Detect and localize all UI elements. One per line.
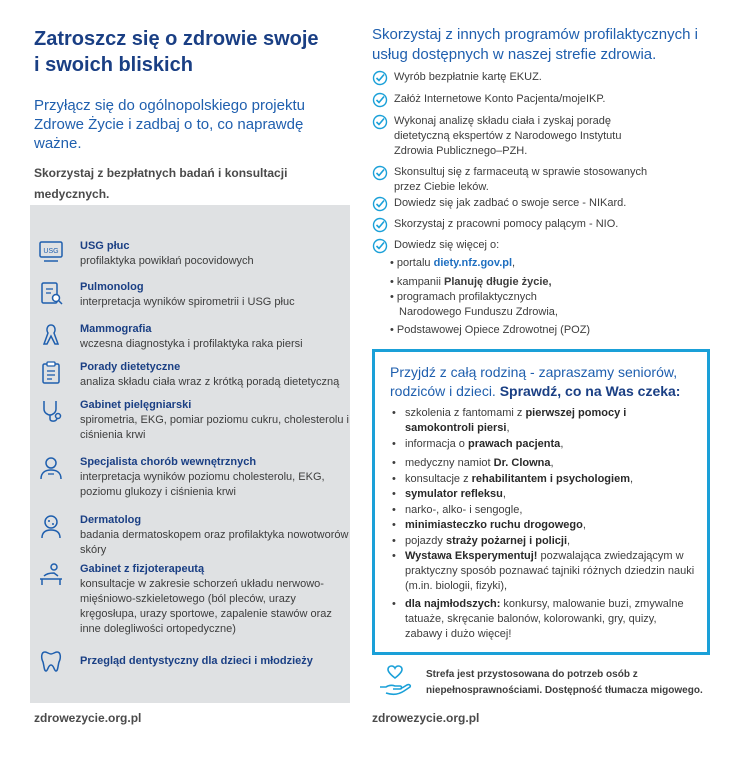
item-post: , [560, 438, 564, 450]
awareness-ribbon-icon [38, 322, 64, 348]
item-pre: konsultacje z [405, 473, 472, 485]
family-item-text [405, 472, 695, 487]
right-title: Skorzystaj z innych programów profilaktycznych i usług dostępnych w naszej strefie zdrowia. [372, 26, 698, 63]
more-portal [390, 256, 515, 271]
more-poz: • Podstawowej Opiece Zdrowotnej (POZ) [390, 324, 591, 336]
portal-link[interactable]: diety.nfz.gov.pl [433, 257, 513, 269]
page-title: Zatroszcz się o zdrowie swoje i swoich bliskich [34, 28, 319, 76]
bullet: • [392, 473, 396, 485]
item-post: , [567, 535, 571, 547]
more-campaign-name: Planuję długie życie, [444, 276, 552, 288]
stethoscope-icon [38, 398, 64, 424]
family-title-plain: Przyjdź z całą rodziną - zapraszamy seniorów, rodziców i dzieci. [390, 364, 678, 399]
check-circle-icon [372, 70, 388, 86]
tooth-icon [38, 648, 64, 674]
item-post: , [629, 473, 634, 485]
item-bold: straży pożarnej i policji [445, 535, 568, 547]
item-pre: informacja o [405, 438, 468, 450]
item-post: , [506, 422, 510, 434]
check-circle-icon [372, 238, 388, 254]
clipboard-search-icon [38, 280, 64, 306]
service-desc: spirometria, EKG, pomiar poziomu cukru, cholesterolu i ciśnienia krwi [80, 414, 349, 441]
check-circle-icon [372, 217, 388, 233]
diet-clipboard-icon [38, 360, 64, 386]
item-pre: medyczny namiot [405, 457, 494, 469]
intro-text: Przyłącz się do ogólnopolskiego projektu Zdrowe Życie i zadbaj o to, co naprawdę ważne. [34, 97, 305, 152]
more-portal-suffix: , [512, 257, 516, 269]
bullet: • [392, 457, 396, 469]
service-desc: interpretacja wyników poziomu cholesterolu, EKG, poziomu glukozy i ciśnienia krwi [80, 471, 325, 498]
doctor-icon [38, 455, 64, 481]
left-footer-url[interactable]: zdrowezycie.org.pl [34, 711, 142, 725]
item-bold: prawach pacjenta [467, 438, 561, 450]
family-item-text [405, 487, 695, 502]
service-name: Mammografia [80, 323, 152, 335]
ultrasound-icon [38, 239, 64, 265]
family-title-bold: Sprawdź, co na Was czeka: [499, 383, 681, 399]
family-title [390, 363, 700, 401]
check-text: Wykonaj analizę składu ciała i zyskaj poradę dietetyczną ekspertów z Narodowego Instytutu Zdrowia Publicznego–PZH. [394, 115, 622, 157]
services-panel [30, 205, 350, 703]
service-desc: analiza składu ciała wraz z krótką poradą dietetyczną [80, 376, 340, 388]
check-circle-icon [372, 165, 388, 181]
bullet: • [392, 598, 396, 610]
bullet: • [392, 407, 396, 419]
more-campaign-prefix: • kampanii [390, 276, 444, 288]
more-programs-line2: Narodowego Funduszu Zdrowia, [399, 306, 558, 318]
family-item-text [405, 597, 695, 642]
family-item-text [405, 456, 695, 471]
item-bold: pierwszej pomocy i samokontroli piersi [405, 407, 627, 434]
check-text: Dowiedz się więcej o: [394, 239, 500, 251]
accessibility-note: Strefa jest przystosowana do potrzeb osób z niepełnosprawnościami. Dostępność tłumacza migowego. [426, 669, 703, 696]
right-footer-url[interactable]: zdrowezycie.org.pl [372, 711, 480, 725]
service-desc: badania dermatoskopem oraz profilaktyka nowotworów skóry [80, 529, 349, 556]
more-programs: • programach profilaktycznych [390, 291, 537, 303]
check-circle-icon [372, 114, 388, 130]
service-desc: konsultacje w zakresie schorzeń układu nerwowo-mięśniowo-szkieletowego (ból pleców, urazy kręgosłupa, urazy sportowe, zapalenie stawów oraz inne dolegliwości ortopedyczne) [80, 578, 332, 635]
bullet: • [392, 535, 396, 547]
service-name: Specjalista chorób wewnętrznych [80, 456, 257, 468]
service-desc: profilaktyka powikłań pocovidowych [80, 255, 254, 267]
check-text: Dowiedz się jak zadbać o swoje serce - NIKard. [394, 197, 627, 209]
bullet: • [392, 504, 396, 516]
service-name: Gabinet pielęgniarski [80, 399, 192, 411]
family-item-text [405, 503, 695, 518]
bullet: • [392, 438, 396, 450]
services-subtitle: Skorzystaj z bezpłatnych badań i konsultacji medycznych. [34, 166, 288, 201]
check-text: Skonsultuj się z farmaceutą w sprawie stosowanych przez Ciebie leków. [394, 166, 648, 193]
item-post: , [502, 488, 506, 500]
bullet: • [392, 519, 396, 531]
item-bold: rehabilitantem i psychologiem [471, 473, 630, 485]
check-circle-icon [372, 196, 388, 212]
item-pre: szkolenia z fantomami z [405, 407, 526, 419]
item-pre: narko-, alko- i sengogle, [405, 504, 523, 516]
item-pre: pojazdy [405, 535, 446, 547]
item-bold: Dr. Clowna [493, 457, 551, 469]
family-item-text [405, 534, 695, 549]
more-campaign [390, 275, 552, 290]
item-bold: dla najmłodszych: [405, 598, 501, 610]
check-circle-icon [372, 92, 388, 108]
family-item-text [405, 518, 695, 533]
service-name: Dermatolog [80, 514, 142, 526]
check-text: Załóż Internetowe Konto Pacjenta/mojeIKP. [394, 93, 606, 105]
item-post: , [582, 519, 586, 531]
family-item-text [405, 437, 695, 452]
bullet: • [392, 550, 396, 562]
family-item-text [405, 406, 695, 436]
check-text: Skorzystaj z pracowni pomocy palącym - NIO. [394, 218, 619, 230]
more-portal-prefix: • portalu [390, 257, 434, 269]
item-bold: minimiasteczko ruchu drogowego [405, 519, 583, 531]
service-name: Gabinet z fizjoterapeutą [80, 563, 205, 575]
family-item-text [405, 549, 695, 594]
service-name: Porady dietetyczne [80, 361, 181, 373]
physiotherapy-icon [38, 562, 64, 588]
item-post: pozwalająca zwiedzającym w praktyczny sposób poznawać tajniki różnych dziedzin nauki (m.in. biologii, fizyki), [405, 550, 695, 592]
service-desc: interpretacja wyników spirometrii i USG płuc [80, 296, 295, 308]
service-name: Przegląd dentystyczny dla dzieci i młodzieży [80, 655, 313, 667]
accessibility-hand-heart-icon [378, 664, 412, 698]
item-bold: Wystawa Eksperymentuj! [405, 550, 538, 562]
item-post: konkursy, malowanie buzi, zmywalne tatuaże, skręcanie balonów, kolorowanki, gry, quizy, zabawy i dużo więcej! [405, 598, 684, 640]
dermatologist-icon [38, 513, 64, 539]
ultrasound-icon-label: USG [43, 248, 59, 255]
item-post: , [550, 457, 554, 469]
item-bold: symulator refleksu [405, 488, 503, 500]
bullet: • [392, 488, 396, 500]
service-name: Pulmonolog [80, 281, 144, 293]
check-text: Wyrób bezpłatnie kartę EKUZ. [394, 71, 542, 83]
service-desc: wczesna diagnostyka i profilaktyka raka piersi [80, 338, 303, 350]
service-name: USG płuc [80, 240, 130, 252]
